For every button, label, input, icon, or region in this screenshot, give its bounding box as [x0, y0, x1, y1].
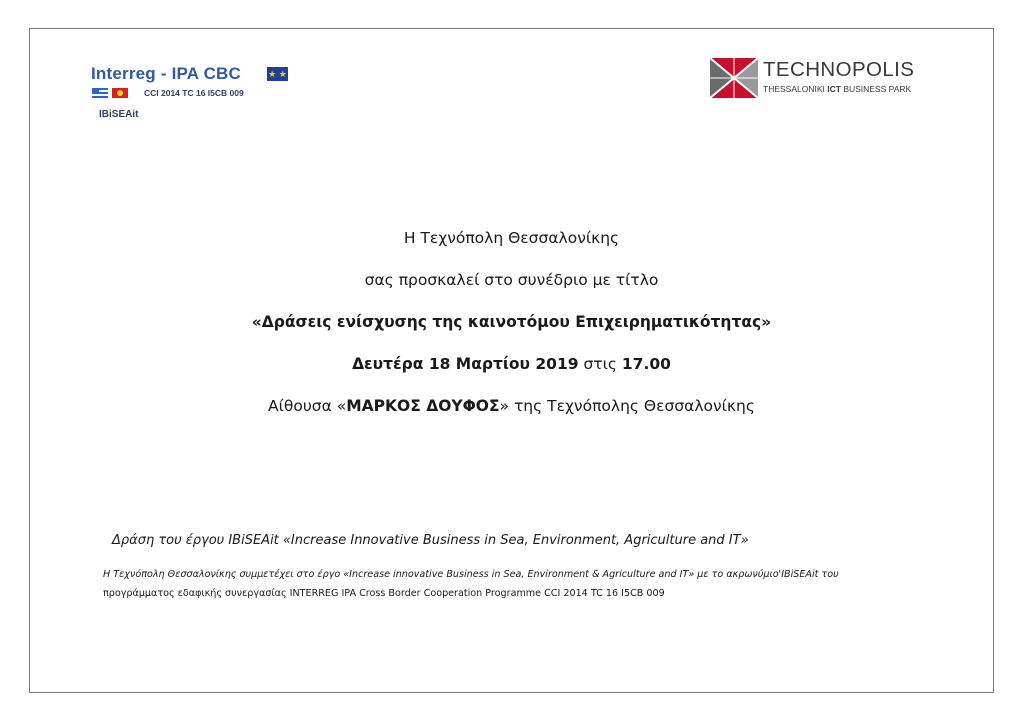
technopolis-mark-icon	[710, 58, 758, 98]
event-date: Δευτέρα 18 Μαρτίου 2019 στις 17.00	[352, 355, 671, 373]
footnote-line-2: προγράμματος εδαφικής συνεργασίας INTERREG IPA Cross Border Cooperation Programme CCI 2014 TC 16 I5CB 009	[103, 588, 665, 599]
conference-title: «Δράσεις ενίσχυσης της καινοτόμου Επιχειρηματικότητας»	[251, 313, 772, 331]
interreg-logo	[91, 64, 291, 124]
interreg-title: Interreg - IPA CBC	[91, 64, 242, 83]
greek-flag-icon	[92, 88, 108, 98]
technopolis-subtitle: THESSALONIKI ICT BUSINESS PARK	[763, 84, 912, 94]
eu-flag-icon: ★ ★	[268, 69, 287, 79]
event-venue: Αίθουσα «ΜΑΡΚΟΣ ΔΟΥΦΟΣ» της Τεχνόπολης Θεσσαλονίκης	[268, 397, 755, 415]
invite-line: σας προσκαλεί στο συνέδριο με τίτλο	[364, 271, 659, 289]
technopolis-logo	[710, 58, 930, 102]
technopolis-name: TECHNOPOLIS	[763, 58, 915, 81]
host-line: Η Τεχνόπολη Θεσσαλονίκης	[403, 229, 620, 247]
project-acronym: IBiSEAit	[99, 109, 139, 120]
interreg-code: CCI 2014 TC 16 I5CB 009	[144, 88, 244, 98]
footnote-line-1: Η Τεχνόπολη Θεσσαλονίκης συμμετέχει στο έργο «Increase innovative Business in Sea, Environment & Agriculture and IT» με το ακρωνύμιο'IBiSEAit του	[103, 569, 839, 580]
north-macedonia-flag-icon	[112, 88, 128, 98]
project-action: Δράση του έργου IBiSEAit «Increase Innovative Business in Sea, Environment, Agriculture and IT»	[112, 533, 749, 548]
